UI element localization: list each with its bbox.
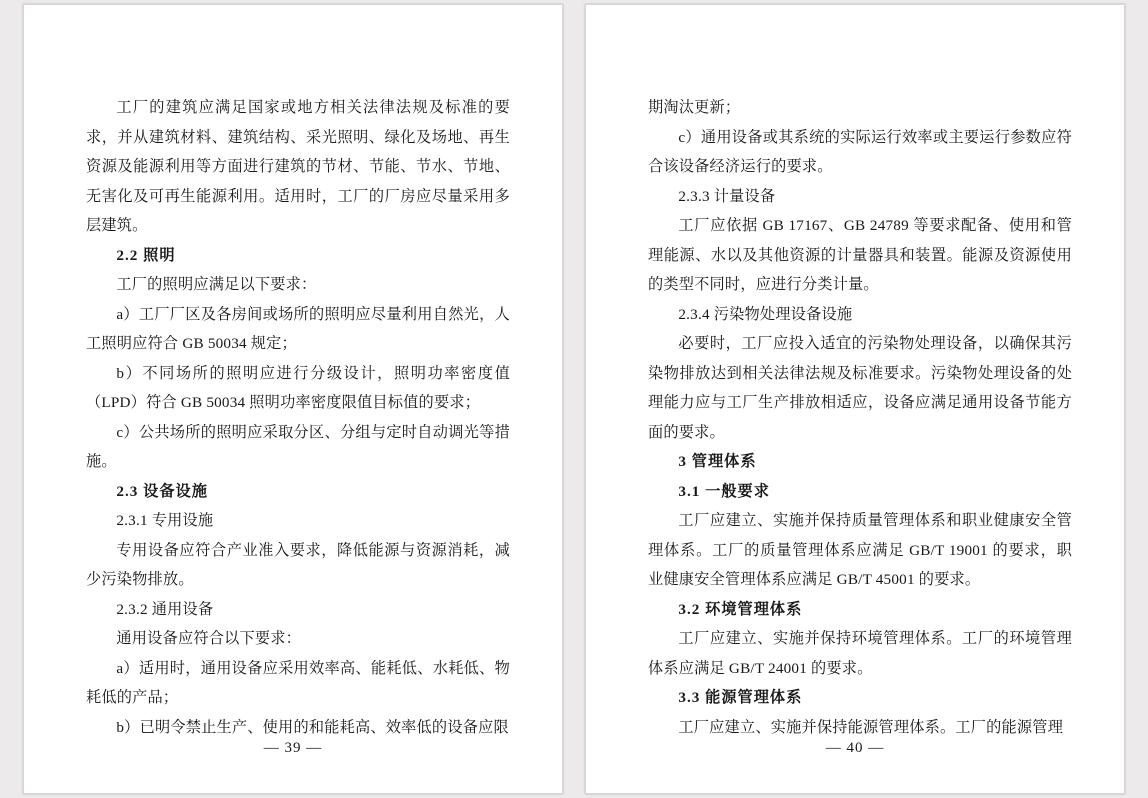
- paragraph: 工厂应依据 GB 17167、GB 24789 等要求配备、使用和管理能源、水以及其他资源的计量器具和装置。能源及资源使用的类型不同时，应进行分类计量。: [648, 217, 1072, 293]
- paragraph: b）不同场所的照明应进行分级设计，照明功率密度值（LPD）符合 GB 50034 照明功率密度限值目标值的要求；: [86, 364, 510, 411]
- paragraph: c）通用设备或其系统的实际运行效率或主要运行参数应符合该设备经济运行的要求。: [648, 128, 1072, 175]
- subsection-heading: 2.3.2 通用设备: [116, 600, 214, 618]
- paragraph-continuation: 期淘汰更新；: [648, 99, 741, 116]
- page-right-text-area: [648, 93, 1072, 736]
- page-left-text-area: [86, 93, 510, 736]
- paragraph: c）公共场所的照明应采取分区、分组与定时自动调光等措施。: [86, 423, 510, 470]
- subsection-heading: 2.3.1 专用设施: [116, 512, 214, 529]
- paragraph: 工厂的建筑应满足国家或地方相关法律法规及标准的要求，并从建筑材料、建筑结构、采光照明、绿化及场地、再生资源及能源利用等方面进行建筑的节材、节能、节水、节地、无害化及可再生能源利用。适用时，工厂的厂房应尽量采用多层建筑。: [86, 99, 510, 234]
- paragraph: b）已明令禁止生产、使用的和能耗高、效率低的设备应限: [116, 718, 509, 736]
- page-number: — 40 —: [825, 740, 885, 756]
- section-heading: 3.1 一般要求: [678, 482, 770, 500]
- paragraph: a）工厂厂区及各房间或场所的照明应尽量利用自然光，人工照明应符合 GB 50034 规定；: [86, 305, 510, 352]
- paragraph: a）适用时，通用设备应采用效率高、能耗低、水耗低、物耗低的产品；: [86, 659, 510, 706]
- section-heading: 2.2 照明: [116, 246, 176, 264]
- page-right: [585, 4, 1125, 794]
- section-heading: 3.2 环境管理体系: [678, 600, 803, 618]
- page-left: [23, 4, 563, 794]
- subsection-heading: 2.3.3 计量设备: [678, 187, 776, 205]
- paragraph: 专用设备应符合产业准入要求，降低能源与资源消耗，减少污染物排放。: [86, 541, 510, 588]
- paragraph: 工厂应建立、实施并保持能源管理体系。工厂的能源管理: [678, 718, 1064, 736]
- paragraph: 工厂应建立、实施并保持环境管理体系。工厂的环境管理体系应满足 GB/T 24001 的要求。: [648, 630, 1072, 677]
- section-heading: 3 管理体系: [678, 453, 757, 470]
- section-heading: 2.3 设备设施: [116, 482, 208, 500]
- page-number: — 39 —: [263, 740, 323, 756]
- paragraph: 工厂的照明应满足以下要求：: [116, 276, 317, 293]
- paragraph: 必要时，工厂应投入适宜的污染物处理设备，以确保其污染物排放达到相关法律法规及标准要求。污染物处理设备的处理能力应与工厂生产排放相适应，设备应满足通用设备节能方面的要求。: [648, 335, 1072, 441]
- paragraph: 通用设备应符合以下要求：: [116, 630, 302, 647]
- paragraph: 工厂应建立、实施并保持质量管理体系和职业健康安全管理体系。工厂的质量管理体系应满足 GB/T 19001 的要求，职业健康安全管理体系应满足 GB/T 45001 的要求。: [648, 512, 1072, 588]
- section-heading: 3.3 能源管理体系: [678, 689, 803, 706]
- subsection-heading: 2.3.4 污染物处理设备设施: [678, 305, 853, 323]
